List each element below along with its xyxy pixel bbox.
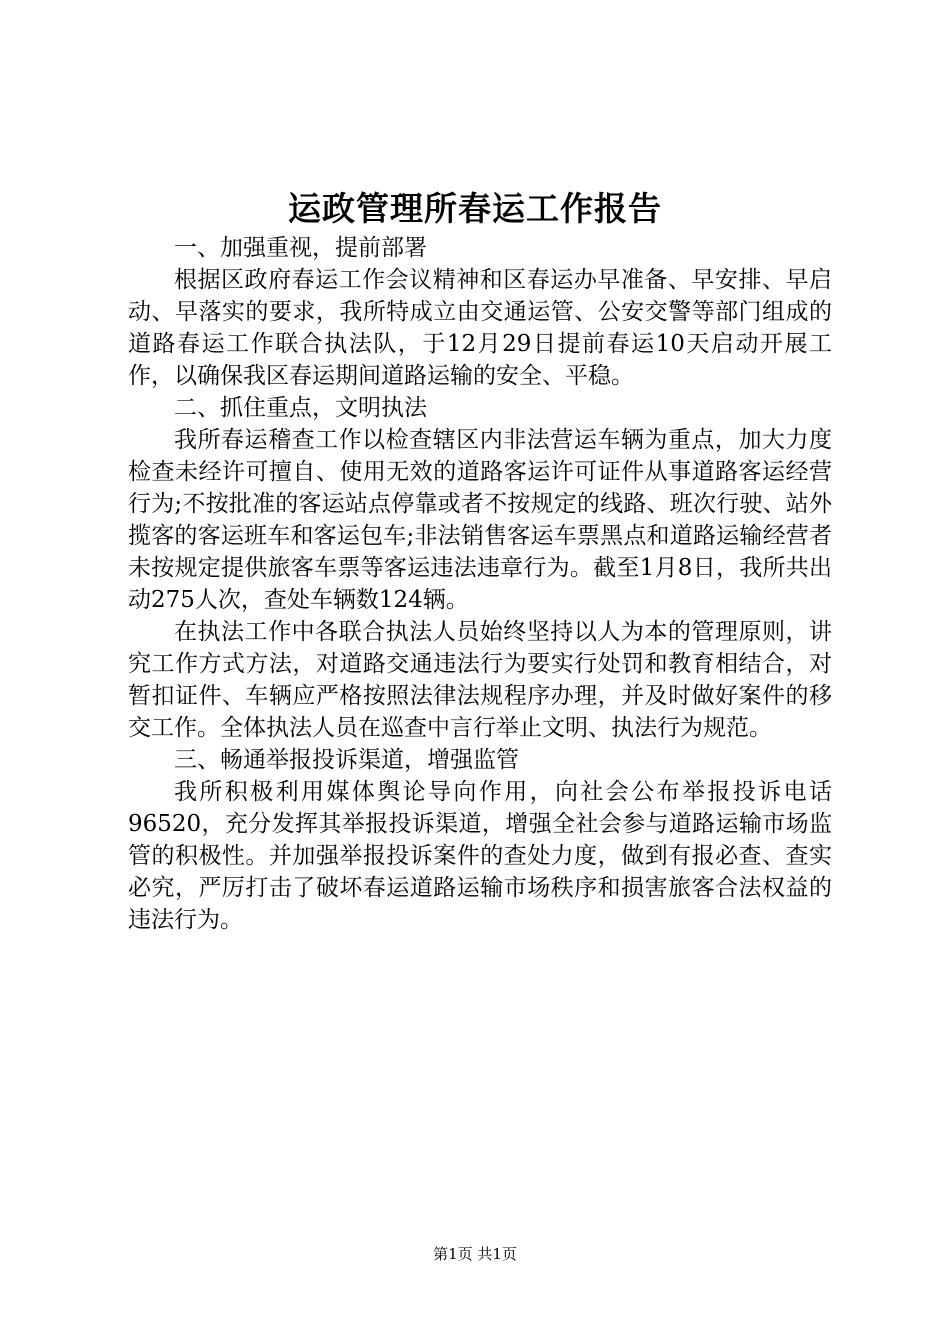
- section-heading-2: 二、抓住重点，文明执法: [174, 395, 427, 421]
- body-paragraph-2: 我所春运稽查工作以检查辖区内非法营运车辆为重点，加大力度检查未经许可擅自、使用无效的道路客运许可证件从事道路客运经营行为;不按批准的客运站点停靠或者不按规定的线路、班次行驶、站外揽客的客运班车和客运包车;非法销售客运车票黑点和道路运输经营者未按规定提供旅客车票等客运违法违章行为。截至1月8日，我所共出动275人次，查处车辆数124辆。: [128, 427, 832, 613]
- document-body: [128, 232, 832, 936]
- document-title: 运政管理所春运工作报告: [288, 189, 662, 228]
- section-heading-3: 三、畅通举报投诉渠道，增强监管: [174, 747, 519, 773]
- body-paragraph-1: 根据区政府春运工作会议精神和区春运办早准备、早安排、早启动、早落实的要求，我所特成立由交通运管、公安交警等部门组成的道路春运工作联合执法队，于12月29日提前春运10天启动开展工作，以确保我区春运期间道路运输的安全、平稳。: [128, 267, 832, 389]
- body-paragraph-4: 我所积极利用媒体舆论导向作用，向社会公布举报投诉电话96520，充分发挥其举报投诉渠道，增强全社会参与道路运输市场监管的积极性。并加强举报投诉案件的查处力度，做到有报必查、查实必究，严厉打击了破坏春运道路运输市场秩序和损害旅客合法权益的违法行为。: [128, 779, 832, 933]
- section-heading-1: 一、加强重视，提前部署: [174, 235, 427, 261]
- page-number-footer: 第1页 共1页: [433, 1245, 517, 1263]
- body-paragraph-3: 在执法工作中各联合执法人员始终坚持以人为本的管理原则，讲究工作方式方法，对道路交通违法行为要实行处罚和教育相结合，对暂扣证件、车辆应严格按照法律法规程序办理，并及时做好案件的移交工作。全体执法人员在巡查中言行举止文明、执法行为规范。: [128, 619, 832, 741]
